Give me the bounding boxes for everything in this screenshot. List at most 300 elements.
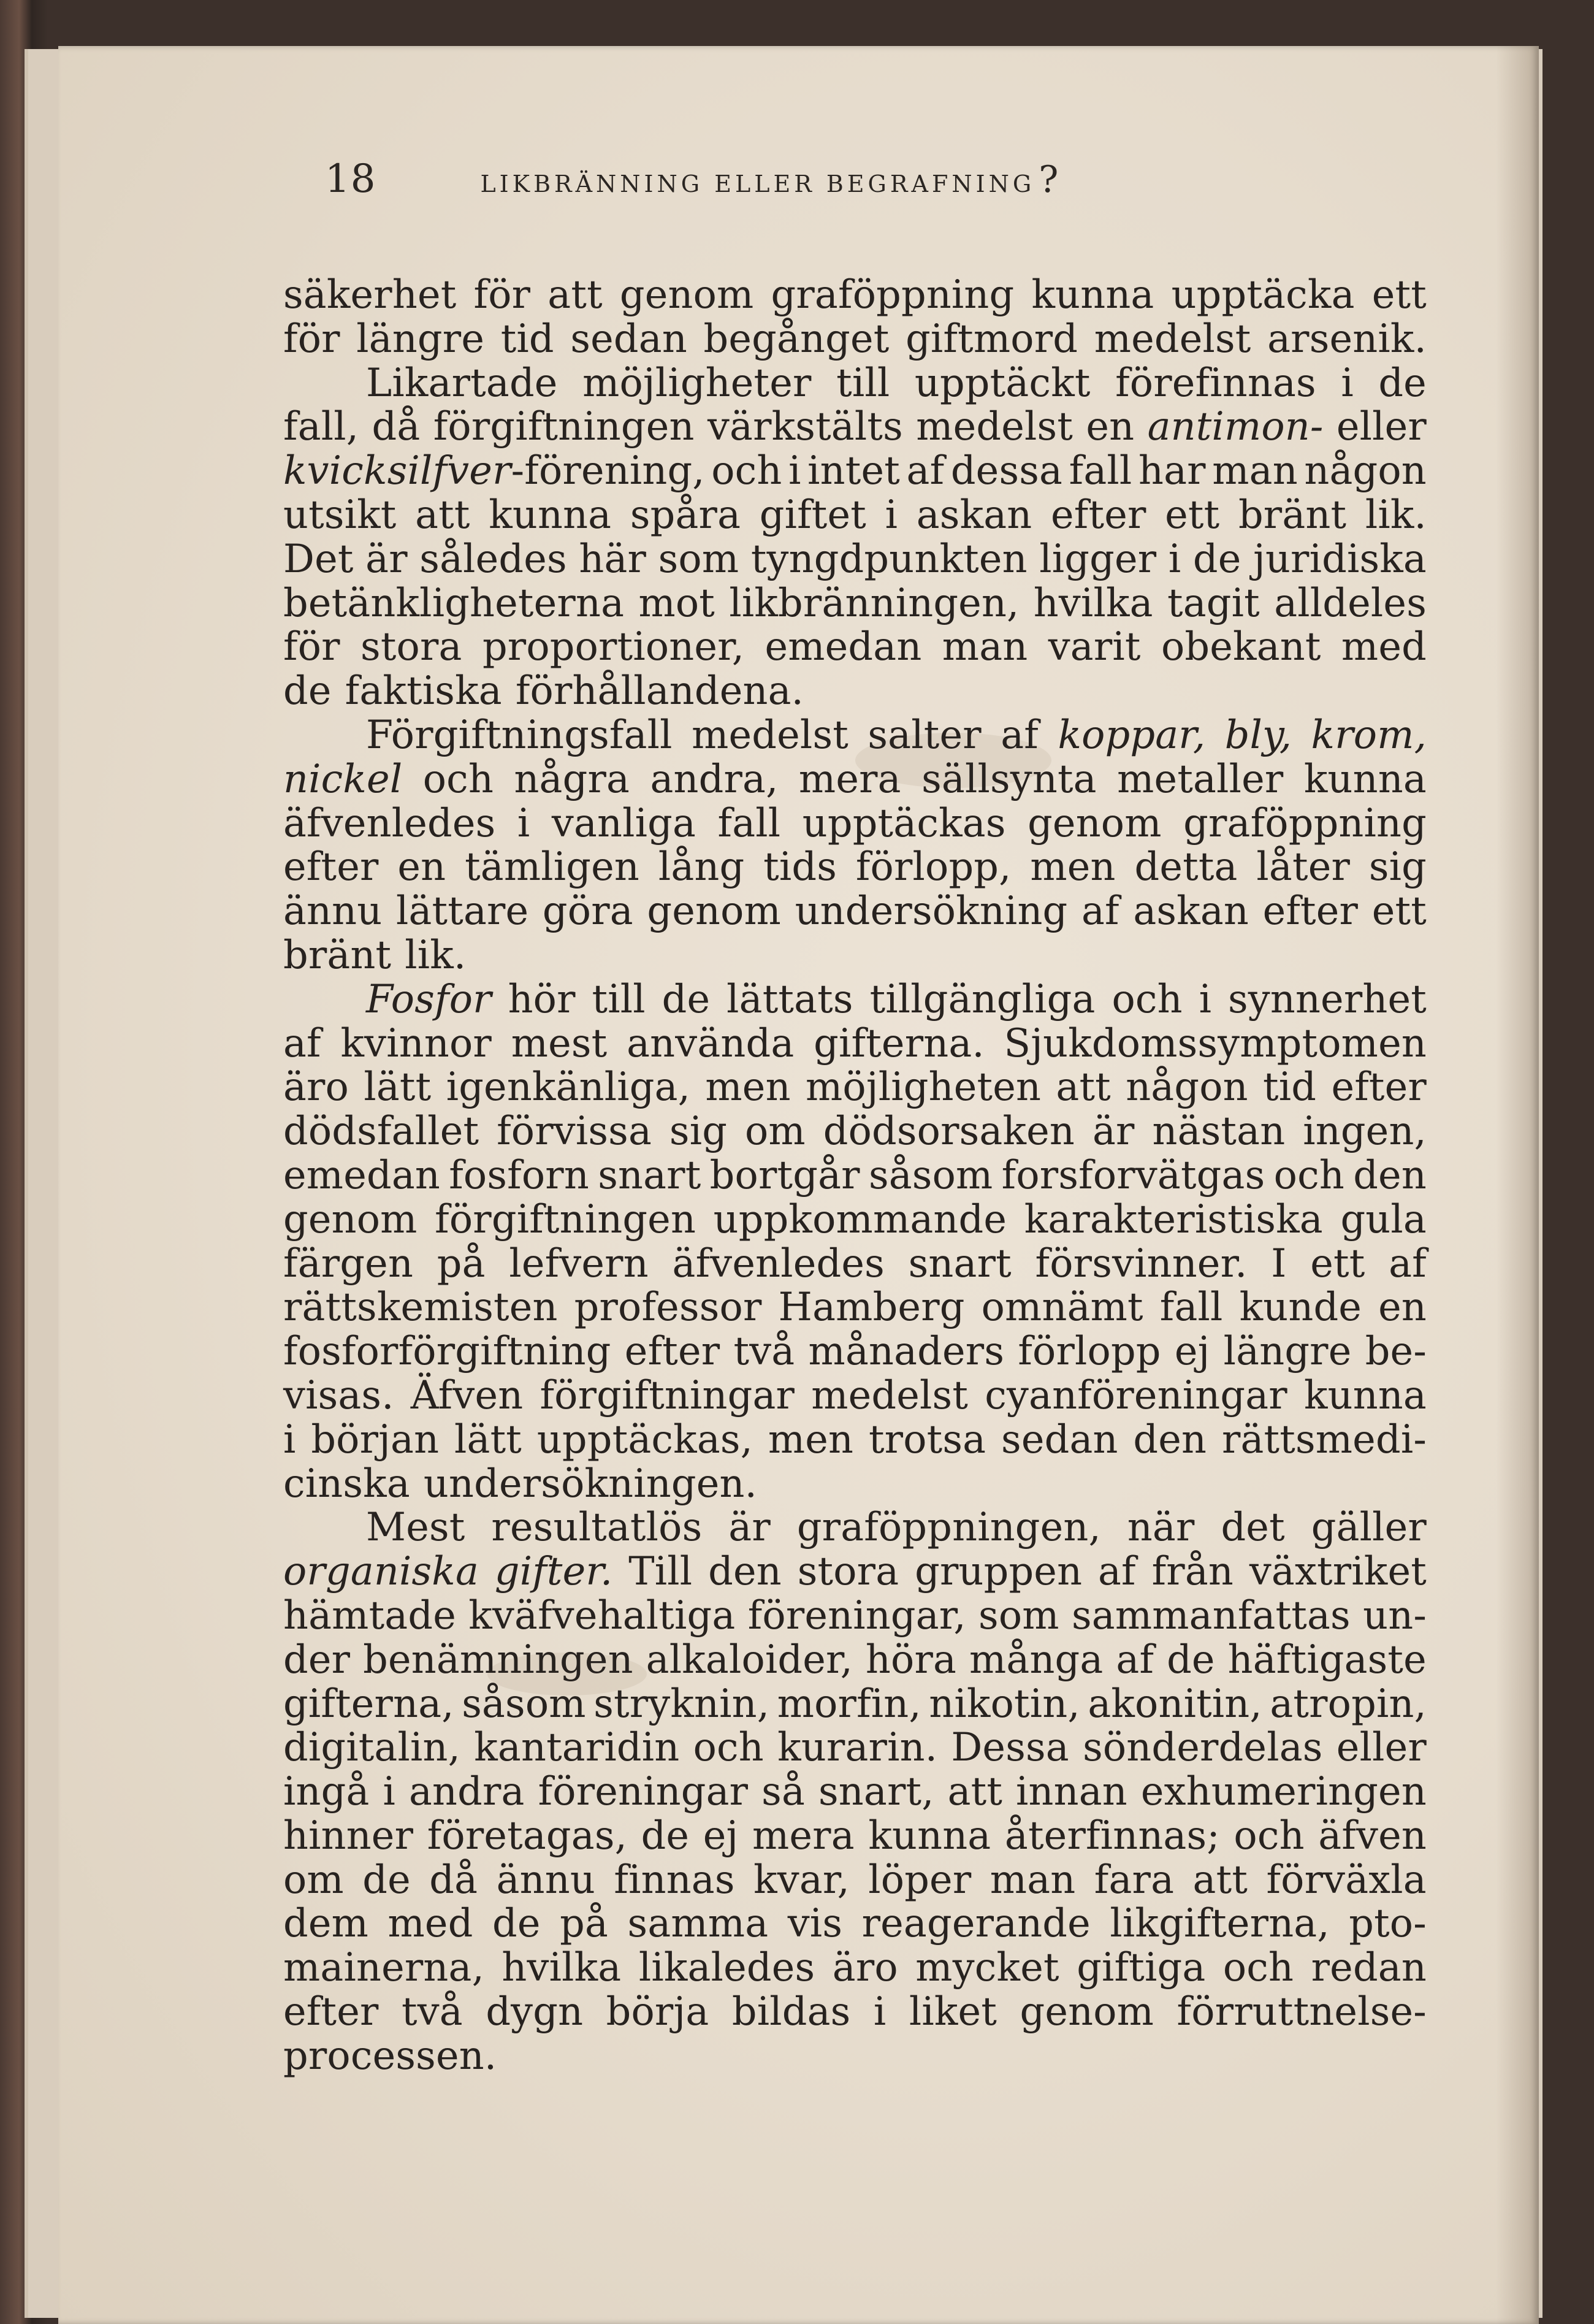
running-head-title: LIKBRÄNNING ELLER BEGRAFNING	[480, 170, 1035, 197]
word-suffix: -förening,	[511, 448, 705, 494]
word: de	[662, 976, 711, 1022]
word: och	[693, 1724, 764, 1770]
text-line	[283, 317, 1427, 361]
word: arsenik.	[1267, 315, 1427, 361]
word: likgifterna,	[1110, 1900, 1330, 1946]
word: mera	[752, 1812, 855, 1858]
word: cinska	[283, 1460, 410, 1506]
word: fall	[1069, 448, 1132, 494]
word: men	[1030, 844, 1116, 890]
word: här	[579, 535, 647, 581]
word: ett	[1371, 272, 1427, 317]
word: månaders	[808, 1328, 1005, 1374]
running-head	[480, 158, 1062, 201]
word: undersökningen.	[423, 1460, 757, 1506]
word: om	[283, 1856, 344, 1902]
word: Dessa	[951, 1724, 1069, 1770]
page-gutter-shadow	[1496, 46, 1539, 2324]
word: lättats	[726, 976, 853, 1022]
word: från	[1151, 1548, 1234, 1594]
word: upptäckas	[802, 800, 1006, 846]
word: cyanföreningar	[985, 1372, 1287, 1418]
word: två	[733, 1328, 795, 1374]
word: att	[415, 491, 470, 537]
word: giftmord	[906, 315, 1078, 361]
word: andra	[408, 1768, 525, 1814]
word: utsikt	[283, 491, 397, 537]
word: häftigaste	[1227, 1636, 1427, 1682]
word: detta	[1134, 844, 1238, 890]
word: lättare	[395, 888, 529, 934]
word: Hamberg	[778, 1284, 965, 1330]
word: fara	[1094, 1856, 1175, 1902]
word: i	[1341, 359, 1354, 405]
word: förlopp,	[855, 844, 1012, 890]
word: genom	[1028, 800, 1162, 846]
word: graföppning	[771, 272, 1015, 317]
word: föreningar	[538, 1768, 749, 1814]
word: bortgår	[709, 1152, 860, 1198]
word: faktiska	[345, 668, 502, 714]
text-line	[283, 801, 1427, 846]
text-line	[283, 757, 1427, 801]
word: genom	[283, 1196, 418, 1242]
text-line	[283, 1153, 1427, 1198]
word: såsom	[868, 1152, 993, 1198]
word: gifterna.	[814, 1020, 985, 1066]
word: och	[1273, 1152, 1344, 1198]
word: med	[387, 1900, 473, 1946]
word: likbränningen,	[729, 579, 1020, 625]
text-line	[283, 1814, 1427, 1858]
italic-term: kvicksilfver	[283, 448, 511, 494]
word: medelst	[916, 403, 1073, 449]
text-line	[283, 1770, 1427, 1814]
word: växtriket	[1249, 1548, 1427, 1594]
word: Äfven	[410, 1372, 524, 1418]
word: medelst	[692, 711, 848, 757]
word: fall	[1159, 1284, 1223, 1330]
word: på	[437, 1240, 486, 1286]
text-line	[283, 1198, 1427, 1242]
word: pto-	[1349, 1900, 1427, 1946]
word: kväfvehaltiga	[468, 1592, 736, 1638]
text-line	[283, 493, 1427, 537]
word: dödsorsaken	[823, 1108, 1075, 1154]
word: karakteristiska	[1024, 1196, 1323, 1242]
word: och	[422, 755, 494, 801]
word: resultatlös	[491, 1504, 703, 1550]
text-line	[283, 977, 1427, 1022]
word: intet	[807, 448, 900, 494]
word: spåra	[630, 491, 741, 537]
word: längre	[1223, 1328, 1352, 1374]
page-number: 18	[325, 156, 376, 202]
word	[1311, 713, 1427, 757]
word: ännu	[283, 888, 383, 934]
word: att	[947, 1768, 1003, 1814]
word: äfvenledes	[672, 1240, 885, 1286]
word: ännu	[496, 1856, 595, 1902]
word: igenkänliga,	[446, 1064, 691, 1110]
word: i	[517, 800, 530, 846]
word: Till	[628, 1548, 693, 1594]
word: vis	[787, 1900, 843, 1946]
word: visas.	[283, 1372, 394, 1418]
word	[283, 757, 402, 801]
word: gäller	[1311, 1504, 1427, 1550]
word: genom	[619, 272, 754, 317]
word: låter	[1256, 844, 1351, 890]
word: försvinner.	[1035, 1240, 1248, 1286]
word: mera	[798, 755, 901, 801]
word: såsom	[462, 1680, 586, 1726]
word: upptäckas,	[536, 1416, 753, 1462]
word: lik.	[1365, 491, 1427, 537]
word: gifterna,	[283, 1680, 454, 1726]
word: betänkligheterna	[283, 579, 625, 625]
word: kunna	[868, 1812, 991, 1858]
word: löper	[868, 1856, 972, 1902]
word: kunna	[1303, 1372, 1427, 1418]
word: några	[514, 755, 630, 801]
word: men	[705, 1064, 791, 1110]
word: fall	[717, 800, 781, 846]
word: obekant	[1161, 624, 1321, 670]
word: den	[1133, 1416, 1207, 1462]
italic-term: Fosfor	[366, 976, 492, 1022]
word: sammanfattas	[1071, 1592, 1351, 1638]
text-line	[283, 1858, 1427, 1902]
word: när	[1127, 1504, 1195, 1550]
word: i	[788, 448, 801, 494]
word: atropin,	[1270, 1680, 1427, 1726]
word: synnerhet	[1227, 976, 1427, 1022]
word: äro	[283, 1064, 349, 1110]
word: att	[1192, 1856, 1248, 1902]
word: sönderdelas	[1083, 1724, 1323, 1770]
word: rättsmedi-	[1221, 1416, 1427, 1462]
word: förgiftningen	[435, 1196, 696, 1242]
word: af	[283, 1020, 321, 1066]
word: processen.	[283, 2032, 497, 2078]
word: redan	[1311, 1944, 1427, 1990]
word: askan	[1133, 888, 1249, 934]
word: dessa	[950, 448, 1063, 494]
word: metaller	[1117, 755, 1284, 801]
word: tämligen	[465, 844, 639, 890]
italic-term: bly,	[1224, 711, 1292, 757]
word: kantaridin	[474, 1724, 680, 1770]
word: innan	[1016, 1768, 1127, 1814]
word: en	[1086, 403, 1135, 449]
word: upptäckt	[914, 359, 1091, 405]
text-line	[283, 1990, 1427, 2034]
word: sedan	[1001, 1416, 1118, 1462]
word: emedan	[283, 1152, 440, 1198]
word: färgen	[283, 1240, 414, 1286]
text-line	[283, 845, 1427, 889]
word: snart,	[818, 1768, 934, 1814]
italic-term: koppar,	[1058, 711, 1206, 757]
text-line	[283, 1638, 1427, 1682]
word: i	[283, 1416, 296, 1462]
word: efter	[624, 1328, 720, 1374]
word	[283, 449, 705, 493]
word: uppkommande	[713, 1196, 1007, 1242]
word: af	[1116, 1636, 1154, 1682]
word: mycket	[915, 1944, 1059, 1990]
word: stora	[797, 1548, 899, 1594]
word: begånget	[703, 315, 890, 361]
word: salter	[868, 711, 982, 757]
word: lång	[658, 844, 745, 890]
word: är	[1092, 1108, 1135, 1154]
text-line	[283, 1109, 1427, 1153]
word: man	[942, 624, 1028, 670]
word: Mest	[366, 1504, 465, 1550]
word: eller	[1336, 403, 1427, 449]
word: af	[1389, 1240, 1427, 1286]
word: hvilka	[1033, 579, 1153, 625]
word: morfin,	[777, 1680, 921, 1726]
word: de	[1167, 1636, 1215, 1682]
word: alldeles	[1274, 579, 1427, 625]
text-line	[283, 933, 1427, 977]
word: efter	[283, 1989, 379, 2035]
word: genom	[647, 888, 781, 934]
word: man	[1212, 448, 1298, 494]
word: möjligheter	[582, 359, 812, 405]
word: tyngdpunkten	[750, 535, 1028, 581]
word: till	[592, 976, 646, 1022]
text-line	[283, 449, 1427, 493]
word: proportioner,	[482, 624, 745, 670]
word: äfven	[1318, 1812, 1427, 1858]
word: snart	[598, 1152, 701, 1198]
word: förhållandena.	[515, 668, 804, 714]
word: förruttnelse-	[1176, 1989, 1427, 2035]
word: de	[641, 1812, 690, 1858]
word: om	[744, 1108, 806, 1154]
word: så	[761, 1768, 806, 1814]
word: reagerande	[861, 1900, 1091, 1946]
text-line	[283, 1022, 1427, 1066]
word: som	[658, 535, 739, 581]
word: med	[1341, 624, 1427, 670]
word: emedan	[765, 624, 922, 670]
word: tillgängliga	[869, 976, 1096, 1022]
word: kvar,	[753, 1856, 850, 1902]
word: längre	[356, 315, 485, 361]
word: Likartade	[366, 359, 558, 405]
text-line	[283, 2034, 1427, 2078]
text-line	[283, 1242, 1427, 1286]
text-line	[283, 1329, 1427, 1374]
word: der	[283, 1636, 351, 1682]
word: omnämt	[981, 1284, 1143, 1330]
word: dygn	[486, 1989, 584, 2035]
word: de	[492, 1900, 541, 1946]
word: efter	[1051, 491, 1146, 537]
word: lätt	[454, 1416, 522, 1462]
word: då	[372, 403, 421, 449]
word: värkstälts	[707, 403, 903, 449]
word: lätt	[364, 1064, 432, 1110]
word: ett	[1371, 888, 1427, 934]
word: hinner	[283, 1812, 414, 1858]
word: för	[473, 272, 531, 317]
word: mest	[511, 1020, 608, 1066]
word: liket	[909, 1989, 997, 2035]
word	[1148, 405, 1324, 449]
word: att	[1056, 1064, 1111, 1110]
text-line	[283, 713, 1427, 757]
word: företagas,	[427, 1812, 628, 1858]
word: förgiftningar	[540, 1372, 795, 1418]
word: akonitin,	[1088, 1680, 1262, 1726]
word: medelst	[1094, 315, 1251, 361]
italic-term: gifter.	[494, 1548, 613, 1594]
text-line	[283, 1285, 1427, 1329]
word: ligger	[1039, 535, 1157, 581]
word: Sjukdomssymptomen	[1004, 1020, 1427, 1066]
text-line	[283, 889, 1427, 933]
word: någon	[1126, 1064, 1248, 1110]
word: förväxla	[1266, 1856, 1427, 1902]
italic-term: antimon-	[1147, 403, 1324, 449]
word: be-	[1365, 1328, 1427, 1374]
word: stora	[360, 624, 462, 670]
word: undersökning	[795, 888, 1068, 934]
word: sedan	[570, 315, 687, 361]
word: nikotin,	[929, 1680, 1080, 1726]
word: alkaloider,	[646, 1636, 853, 1682]
word: för	[283, 315, 340, 361]
word: askan	[916, 491, 1032, 537]
word: andra,	[650, 755, 779, 801]
word: samma	[627, 1900, 769, 1946]
word: Det	[283, 535, 354, 581]
word: på	[560, 1900, 609, 1946]
word: ett	[1310, 1240, 1365, 1286]
word: förvissa	[497, 1108, 652, 1154]
word: digitalin,	[283, 1724, 460, 1770]
word: i	[383, 1768, 395, 1814]
word: lefvern	[509, 1240, 649, 1286]
word: den	[708, 1548, 782, 1594]
word: hör	[508, 976, 576, 1022]
text-line	[283, 1374, 1427, 1418]
italic-term: organiska	[283, 1548, 479, 1594]
word: äro	[832, 1944, 898, 1990]
word: fall,	[283, 403, 359, 449]
text-line	[283, 1418, 1427, 1462]
word: upptäcka	[1171, 272, 1355, 317]
text-line	[283, 1726, 1427, 1770]
text-line	[283, 669, 1427, 713]
text-line	[283, 1550, 1427, 1594]
text-line	[283, 1594, 1427, 1638]
word: en	[397, 844, 446, 890]
word: medelst	[811, 1372, 969, 1418]
word: och	[1234, 1812, 1305, 1858]
word: graföppningen,	[796, 1504, 1101, 1550]
word: den	[1353, 1152, 1427, 1198]
word: tagit	[1167, 579, 1260, 625]
word	[283, 1550, 479, 1594]
word: gruppen	[915, 1548, 1083, 1594]
text-line	[283, 1682, 1427, 1726]
word: likaledes	[638, 1944, 815, 1990]
word: tid	[500, 315, 554, 361]
word: någon	[1304, 448, 1427, 494]
word: af	[1098, 1548, 1136, 1594]
word: kurarin.	[777, 1724, 938, 1770]
running-head-mark: ?	[1039, 158, 1062, 201]
word: hämtade	[283, 1592, 456, 1638]
word: men	[768, 1416, 854, 1462]
word: som	[978, 1592, 1059, 1638]
word: återfinnas;	[1004, 1812, 1220, 1858]
word	[366, 977, 492, 1022]
text-line	[283, 1065, 1427, 1109]
word: och	[1222, 1944, 1294, 1990]
text-line	[283, 1946, 1427, 1990]
word: af	[906, 448, 945, 494]
word: dem	[283, 1900, 369, 1946]
word: giftet	[759, 491, 867, 537]
word: kunna	[489, 491, 612, 537]
word: man	[990, 1856, 1076, 1902]
word: sig	[1368, 844, 1427, 890]
word: efter	[1262, 888, 1359, 934]
word: ingen,	[1303, 1108, 1427, 1154]
word: professor	[574, 1284, 762, 1330]
text-line	[283, 361, 1427, 405]
word: de	[1378, 359, 1427, 405]
word: förefinnas	[1115, 359, 1316, 405]
word: göra	[542, 888, 633, 934]
word: är	[728, 1504, 771, 1550]
word: I	[1271, 1240, 1287, 1286]
word: hvilka	[501, 1944, 622, 1990]
word: snart	[908, 1240, 1012, 1286]
word	[1058, 713, 1205, 757]
word	[495, 1550, 613, 1594]
word: un-	[1363, 1592, 1427, 1638]
word: säkerhet	[283, 272, 457, 317]
text-line	[283, 581, 1427, 625]
word: exhumeringen	[1140, 1768, 1427, 1814]
word: giftiga	[1077, 1944, 1206, 1990]
word: och	[1112, 976, 1183, 1022]
text-line	[283, 1462, 1427, 1506]
word: tid	[1263, 1064, 1317, 1110]
word: finnas	[614, 1856, 735, 1902]
word: eller	[1336, 1724, 1427, 1770]
word: ej	[703, 1812, 739, 1858]
text-line	[283, 405, 1427, 449]
word: det	[1221, 1504, 1285, 1550]
word: varit	[1048, 624, 1141, 670]
word: ej	[1174, 1328, 1210, 1374]
word: bränt	[1238, 491, 1347, 537]
word: då	[429, 1856, 478, 1902]
word: i	[873, 1989, 887, 2035]
word: juridiska	[1253, 535, 1427, 581]
word: bränt	[283, 931, 392, 977]
